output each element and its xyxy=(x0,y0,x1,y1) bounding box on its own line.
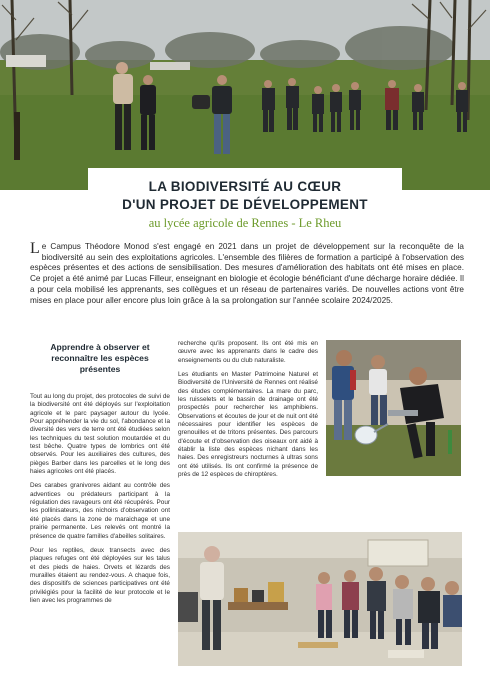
middle-column xyxy=(178,340,318,480)
article-title-block xyxy=(88,168,402,242)
section-title: Apprendre à observer et reconnaître les espèces présentes xyxy=(50,342,150,374)
mid-paragraph-1: recherche qu'ils proposent. Ils ont été mis en œuvre avec les apprenants dans le cadre des enseignements ou du club naturaliste. xyxy=(178,340,318,364)
intro-dropcap: L xyxy=(30,240,40,257)
article-subtitle: au lycée agricole de Rennes - Le Rheu xyxy=(148,216,342,230)
article-title-line-1: LA BIODIVERSITÉ AU CŒUR xyxy=(148,179,342,194)
left-paragraph-2: Des carabes granivores aidant au contrôle des adventices ou prédateurs participant à la régulation des ravageurs ont été récupérés. Pour les pollinisateurs, des nichoirs d'observation ont été placés dans la zone de maraichage et une prairie permanente. Les relevés ont montré la présence de quatre familles d'abeilles solitaires. xyxy=(30,482,170,540)
left-paragraph-3: Pour les reptiles, deux transects avec des plaques refuges ont été déployées sur les talus et des pieds de haies. Orvets et lézards des murailles étaient au rendez-vous. A chaque fois, des dispositifs de sciences participatives ont été privilégiés pour la facilité de leur protocole et le lien avec les programmes de xyxy=(30,546,170,604)
mid-paragraph-2: Les étudiants en Master Patrimoine Naturel et Biodiversité de l'Université de Rennes ont réalisé des études complémentaires. La mare du parc, les ruisselets et le bassin de drainage ont été prospectés pour rechercher les amphibiens. Observations et écoutes de jour et de nuit ont été nécessaires pour identifier les espèces de grenouilles et de tritons présentes. Des parcours d'écoute et d'observation des oiseaux ont aidé à établir la liste des espèces nichant dans les haies. Des enregistreurs nocturnes à ultras sons ont été utilisés. Ils ont confirmé la présence de près de 12 espèces de chiroptères. xyxy=(178,371,318,479)
intro-text: e Campus Théodore Monod s'est engagé en 2021 dans un projet de développement sur la reconquête de la biodiversité au sein des exploitations agricoles. L'ensemble des filières de formation a participé à l'observation des espèces présentes et des actions de sensibilisation. Des mesures d'amélioration des habitats ont été mises en place. Ce projet a été animé par Lucas Filleur, enseignant en biologie et écologie bénéficiant d'une décharge horaire dédiée. Il a pour cela mobilisé les apprenants, ses collègues et un réseau de partenaires variés. De nouvelles actions vont être mises en place pour aller encore plus loin grâce à la sa prolongation sur l'année scolaire 2024/2025. xyxy=(30,242,464,305)
left-paragraph-1: Tout au long du projet, des protocoles de suivi de la biodiversité ont été déployés sur l'exploitation agricole et le parc paysager autour du lycée. Pour appréhender la vie du sol, l'abondance et la diversité des vers de terre ont été étudiées selon les techniques du test solution moutardée et du test bêche. Quatre types de lombrics ont été observés. Pour les auxiliaires des cultures, des pièges Barber dans les parcelles et le long des haies agricoles ont été placés. xyxy=(30,393,170,476)
left-column xyxy=(30,340,170,605)
article-title-line-2: D'UN PROJET DE DÉVELOPPEMENT xyxy=(122,197,368,212)
hero-photo-students-field xyxy=(0,0,490,190)
photo-students-watering xyxy=(326,340,461,476)
photo-classroom-workshop xyxy=(178,532,462,666)
intro-paragraph xyxy=(30,242,464,306)
